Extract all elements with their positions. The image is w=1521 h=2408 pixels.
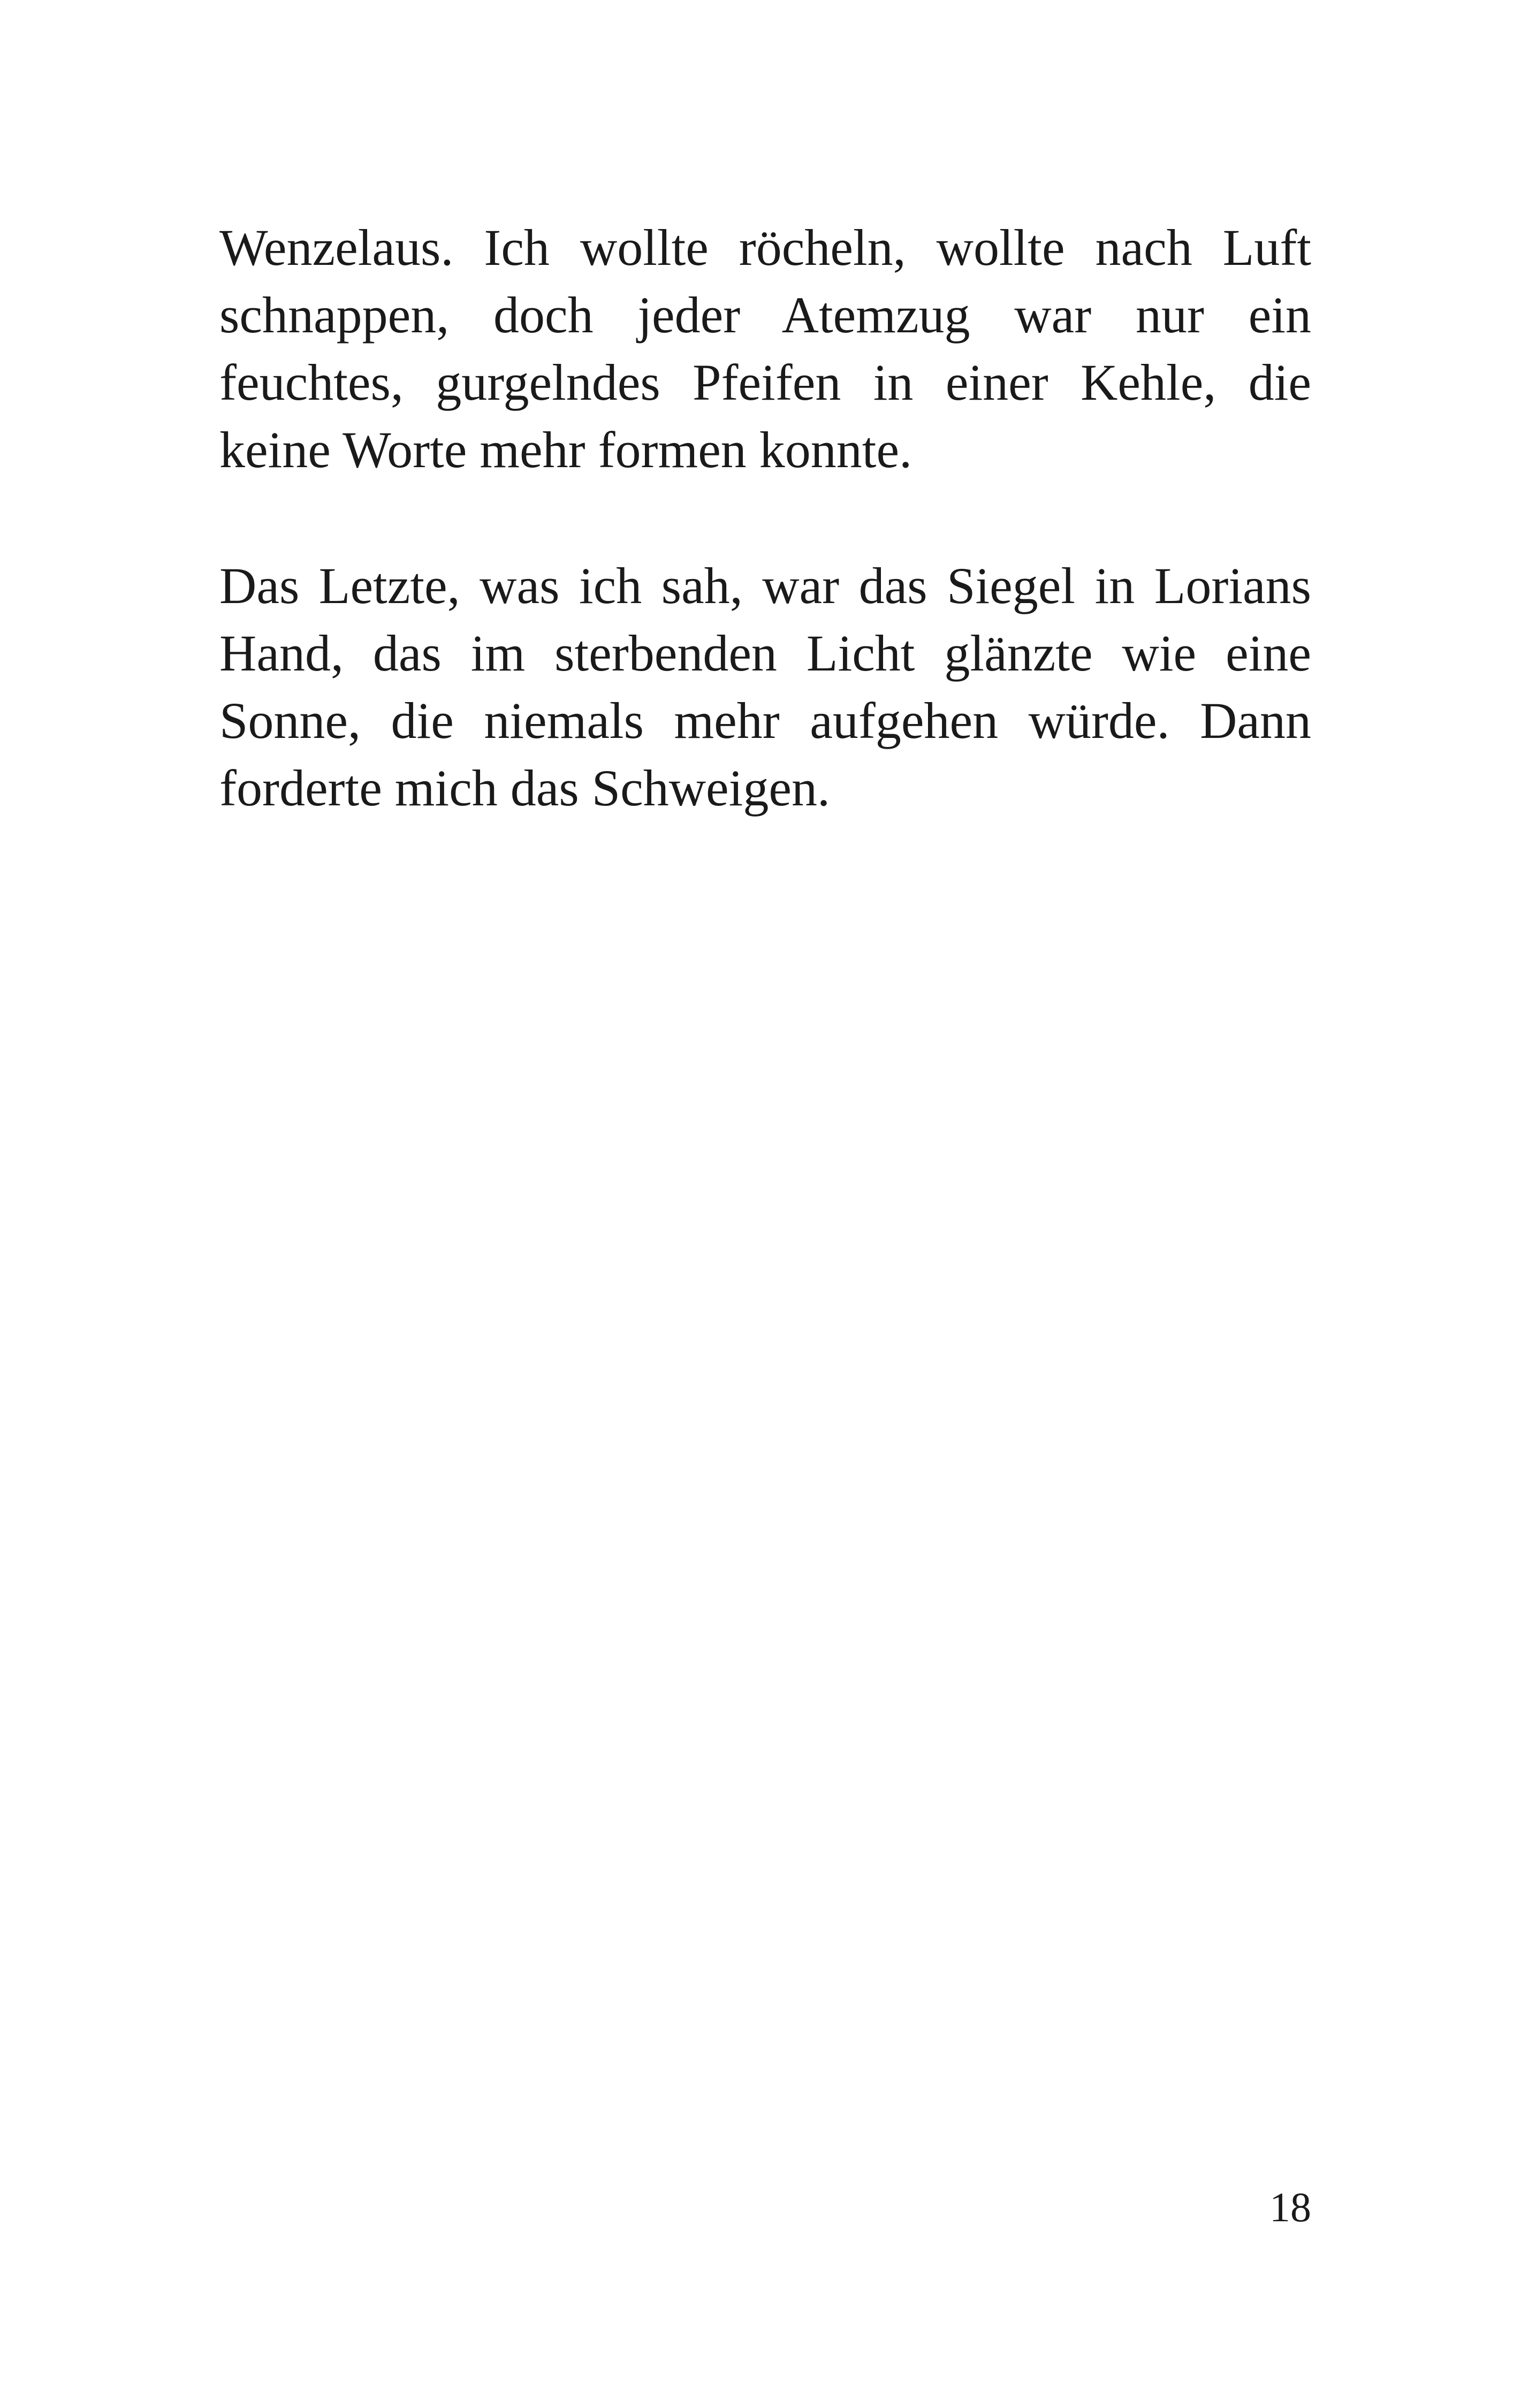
- body-text: [219, 214, 1311, 890]
- paragraph: Wenzelaus. Ich wollte röcheln, wollte nach Luft schnappen, doch jeder Atemzug war nur ein feuchtes, gurgelndes Pfeifen in einer Kehle, die keine Worte mehr formen konnte.: [219, 219, 1311, 478]
- paragraph: Das Letzte, was ich sah, war das Siegel in Lorians Hand, das im sterbenden Licht glänzte wie eine Sonne, die niemals mehr aufgehen würde. Dann forderte mich das Schweigen.: [219, 557, 1311, 817]
- page-number: 18: [1269, 2184, 1311, 2230]
